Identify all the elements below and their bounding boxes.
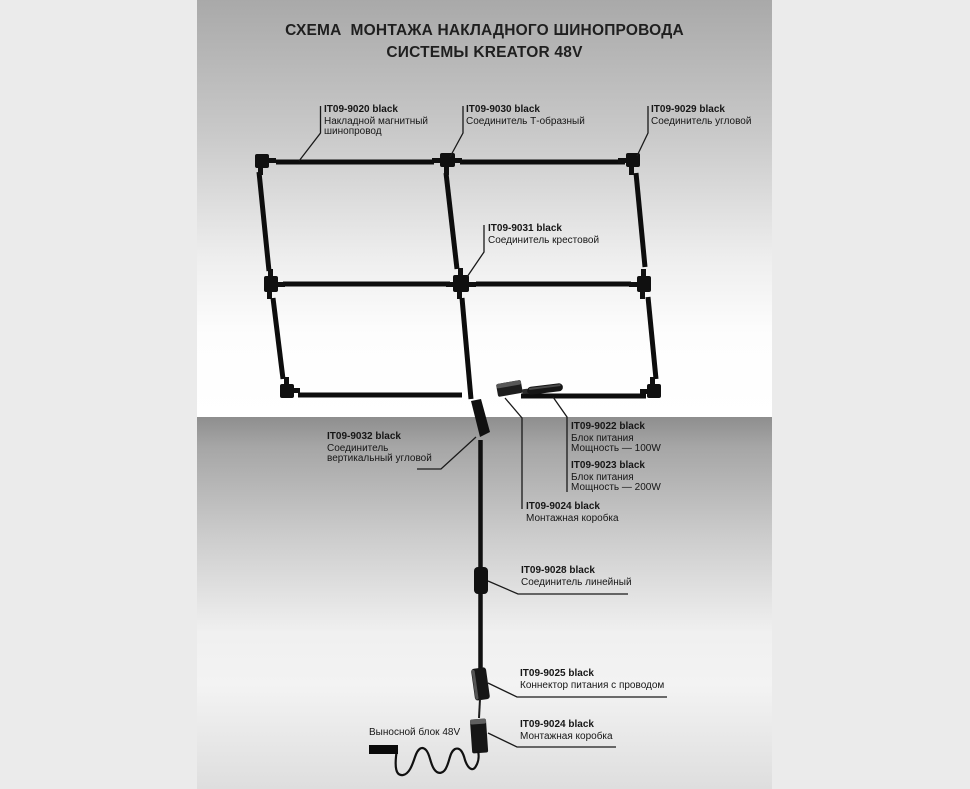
label-it09-9023: IT09-9023 black Блок питания Мощность — 200W [571,460,661,493]
vertical-corner-connector [471,399,490,437]
page-title [197,20,772,64]
external-block-label: Выносной блок 48V [369,727,461,738]
power-cord-wave [396,748,479,775]
label-it09-9032: IT09-9032 black Соединитель вертикальный угловой [327,431,432,464]
tee-connector-top [432,153,462,175]
label-it09-9031: IT09-9031 black Соединитель крестовой [488,223,600,246]
label-it09-9028: IT09-9028 black Соединитель линейный [521,565,632,588]
label-it09-9030: IT09-9030 black Соединитель Т-образный [466,104,585,127]
corner-connector-top-left [255,154,276,175]
label-it09-9025: IT09-9025 black Коннектор питания с проводом [520,668,665,691]
page-title-line2: СИСТЕМЫ KREATOR 48V [386,44,583,61]
label-it09-9022: IT09-9022 black Блок питания Мощность — 100W [571,421,661,454]
label-it09-9024-bottom: IT09-9024 black Монтажная коробка [520,719,613,742]
label-it09-9024-ceiling: IT09-9024 black Монтажная коробка [526,501,619,524]
cross-connector [446,268,476,299]
wall-track-run [369,440,490,775]
tee-connector-mid-right [629,269,651,299]
power-connector [471,667,490,701]
mounting-box-ceiling [496,380,523,397]
corner-connector-bottom-left [280,377,300,398]
label-it09-9020: IT09-9020 black Накладной магнитный шинопровод [324,104,429,137]
mounting-box-bottom [470,718,488,753]
label-it09-9029: IT09-9029 black Соединитель угловой [651,104,752,127]
linear-connector [474,567,488,594]
tee-connector-mid-left [264,269,285,299]
external-power-block [369,745,398,754]
page-title-line1: СХЕМА МОНТАЖА НАКЛАДНОГО ШИНОПРОВОДА [285,22,684,39]
